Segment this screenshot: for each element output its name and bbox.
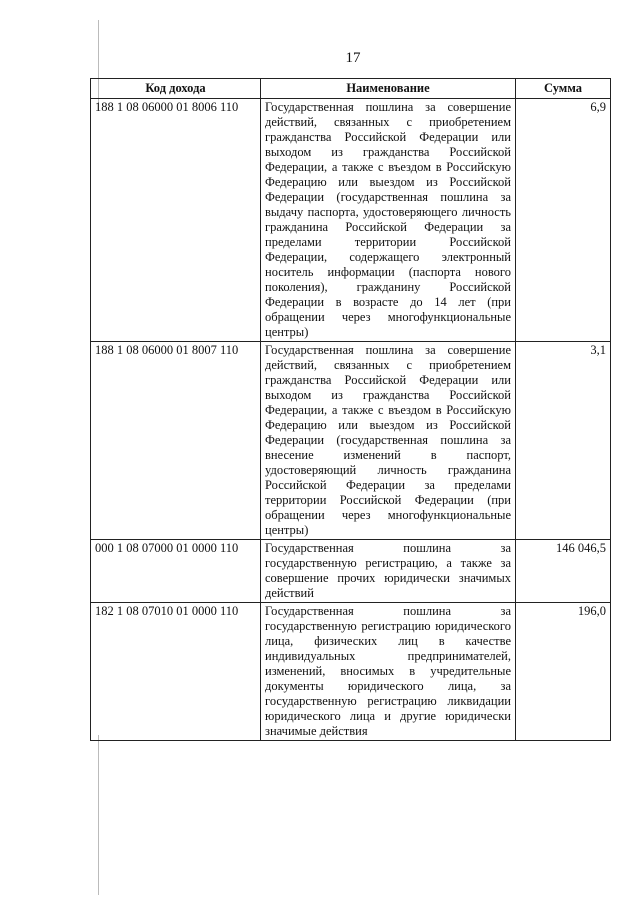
- table-row: [91, 603, 611, 741]
- revenue-sum: 3,1: [516, 342, 611, 540]
- table-row: [91, 342, 611, 540]
- revenue-sum: 196,0: [516, 603, 611, 741]
- page-number: 17: [345, 50, 361, 66]
- revenue-name: Государственная пошлина за государственную регистрацию, а также за совершение прочих юридически значимых действий: [261, 540, 516, 603]
- table-row: [91, 540, 611, 603]
- revenue-code: 188 1 08 06000 01 8007 110: [91, 342, 261, 540]
- revenue-name: Государственная пошлина за совершение действий, связанных с приобретением гражданства Российской Федерации или выходом из гражданства Российской Федерации, а также с въездом в Российскую Федерацию или выездом из Российской Федерации (государственная пошлина за выдачу паспорта, удостоверяющего личность гражданина Российской Федерации за пределами территории Российской Федерации, содержащего электронный носитель информации (паспорта нового поколения), гражданину Российской Федерации в возрасте до 14 лет (при обращении через многофункциональные центры): [261, 99, 516, 342]
- table-row: [91, 99, 611, 342]
- header-name: Наименование: [261, 79, 516, 99]
- revenue-name: Государственная пошлина за государственную регистрацию юридического лица, физических лиц в качестве индивидуальных предпринимателей, изменений, вносимых в учредительные документы юридического лица, за государственную регистрацию ликвидации юридического лица и другие юридически значимые действия: [261, 603, 516, 741]
- revenue-sum: 6,9: [516, 99, 611, 342]
- header-code: Код дохода: [91, 79, 261, 99]
- revenue-code: 188 1 08 06000 01 8006 110: [91, 99, 261, 342]
- header-sum: Сумма: [516, 79, 611, 99]
- revenue-name: Государственная пошлина за совершение действий, связанных с приобретением гражданства Российской Федерации или выходом из гражданства Российской Федерации, а также с въездом в Российскую Федерацию или выездом из Российской Федерации (государственная пошлина за внесение изменений в паспорт, удостоверяющий личность гражданина Российской Федерации за пределами территории Российской Федерации (при обращении через многофункциональные центры): [261, 342, 516, 540]
- table-header-row: [91, 79, 611, 99]
- revenue-code: 000 1 08 07000 01 0000 110: [91, 540, 261, 603]
- revenue-code: 182 1 08 07010 01 0000 110: [91, 603, 261, 741]
- left-margin-line-lower: [98, 735, 99, 895]
- revenue-sum: 146 046,5: [516, 540, 611, 603]
- revenue-table: [90, 78, 611, 741]
